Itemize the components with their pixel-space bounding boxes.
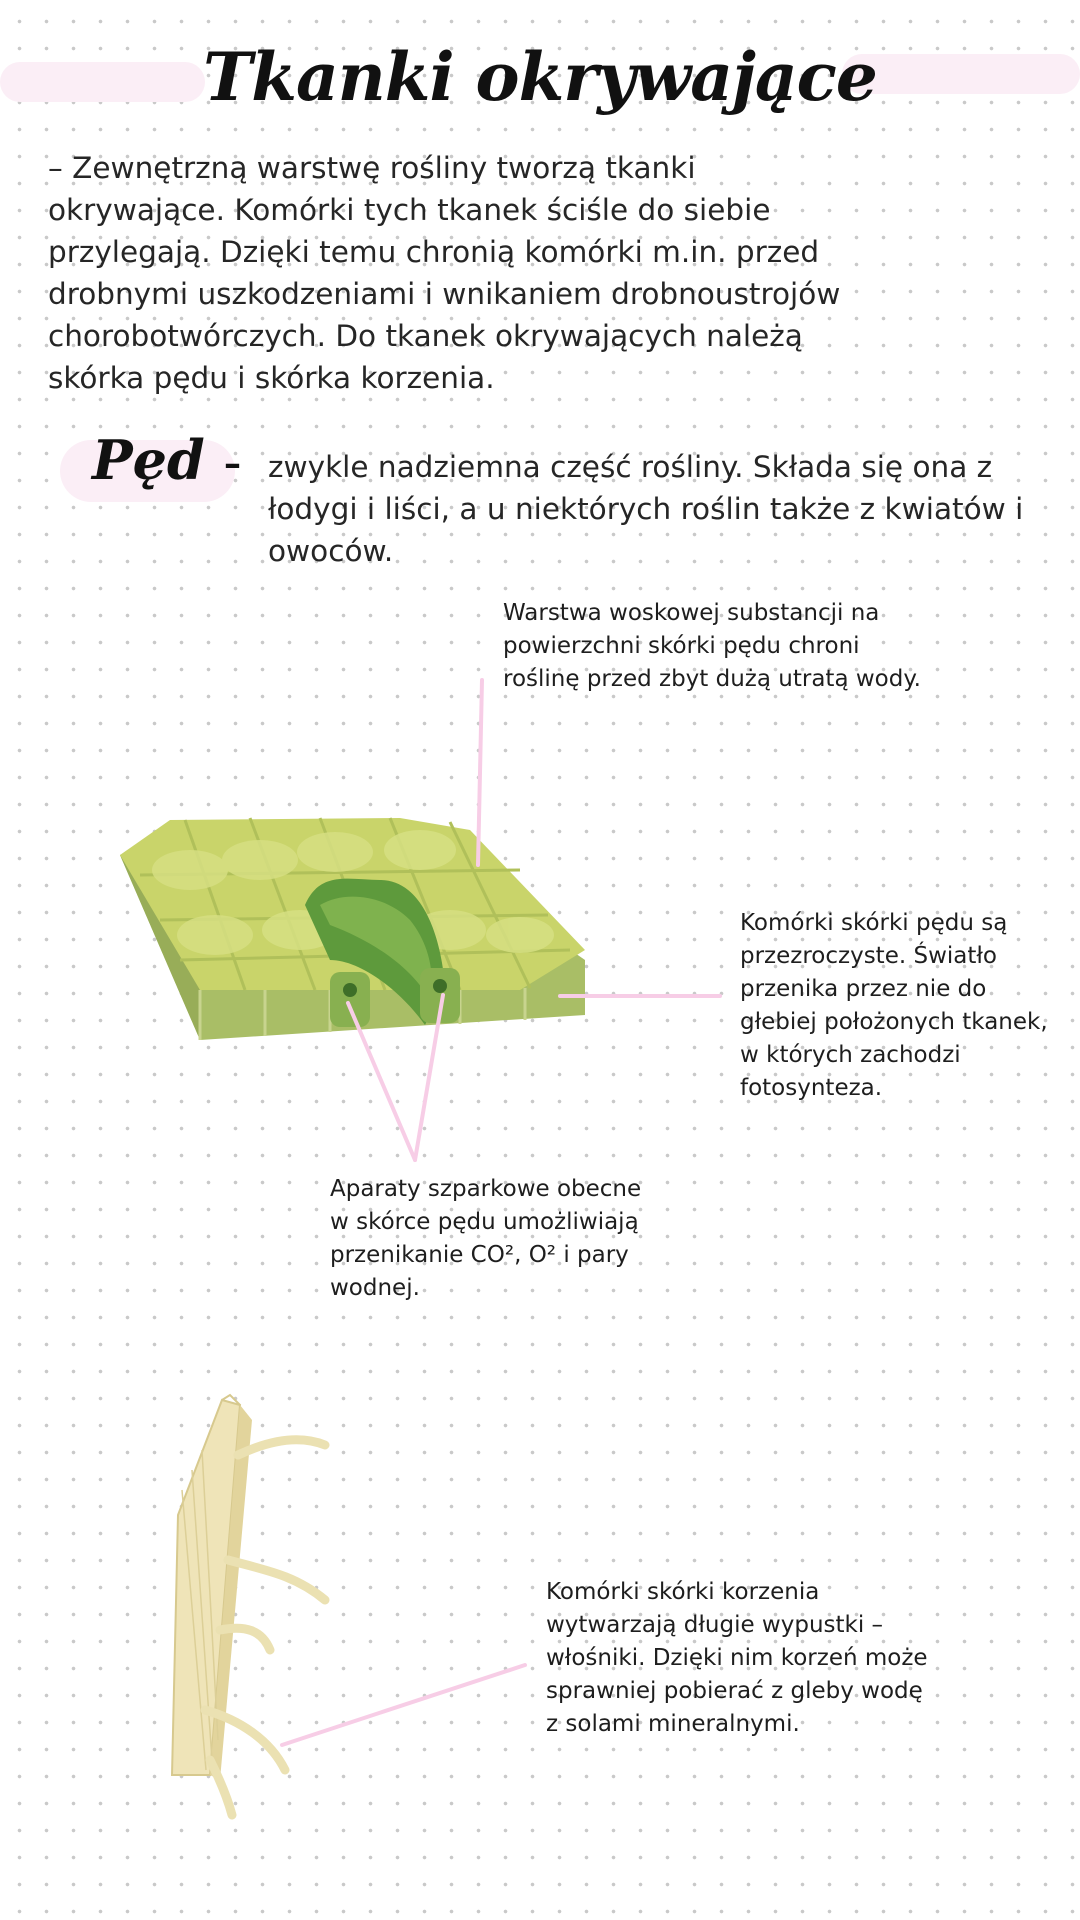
note-wax-layer: Warstwa woskowej substancji na powierzchni skórki pędu chroni roślinę przed zbyt dużą utratą wody. (503, 600, 921, 692)
page-title: Tkanki okrywające (203, 38, 877, 116)
leader-line-root (282, 1665, 525, 1745)
ped-definition: zwykle nadziemna część rośliny. Składa się ona z łodygi i liści, a u niektórych roślin także z kwiatów i owoców. (268, 450, 1024, 568)
note-transparent-cells: Komórki skórki pędu są przezroczyste. Światło przenika przez nie do głebiej położonych tkanek, w których zachodzi fotosynteza. (740, 910, 1048, 1101)
note-root-hairs: Komórki skórki korzenia wytwarzają długie wypustki – włośniki. Dzięki nim korzeń może sprawniej pobierać z gleby wodę z solami mineralnymi. (546, 1579, 928, 1737)
ped-heading: Pęd (92, 428, 205, 492)
note-stomata: Aparaty szparkowe obecne w skórce pędu umożliwiają przenikanie CO², O² i pary wodnej. (330, 1176, 642, 1301)
intro-paragraph: – Zewnętrzną warstwę rośliny tworzą tkanki okrywające. Komórki tych tkanek ściśle do siebie przylegają. Dzięki temu chronią komórki m.in. przed drobnymi uszkodzeniami i wnikaniem drobnoustrojów chorobotwórczych. Do tkanek okrywających należą skórka pędu i skórka korzenia. (48, 151, 841, 395)
ped-dash: – (224, 444, 241, 484)
